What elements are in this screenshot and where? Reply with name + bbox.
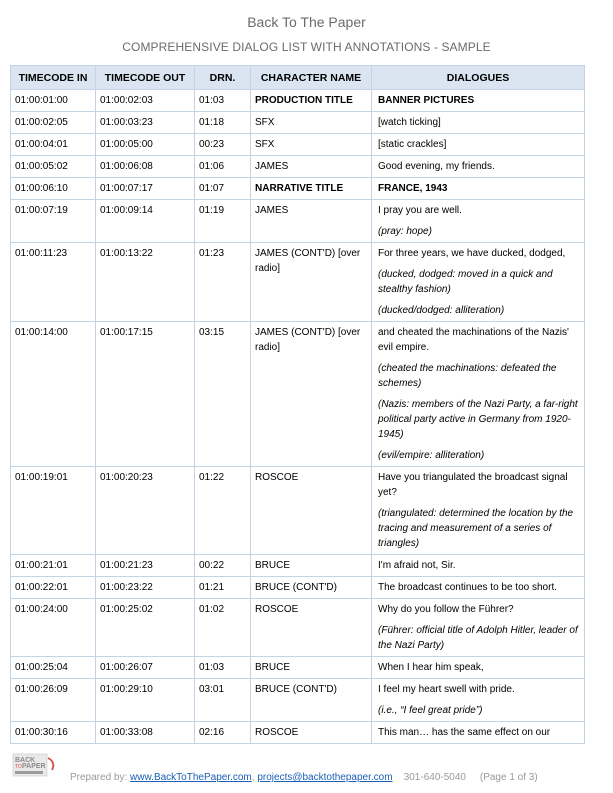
table-row: [11, 657, 585, 679]
table-row: [11, 467, 585, 555]
duration: 01:18: [195, 112, 251, 134]
table-row: [11, 679, 585, 722]
timecode-out: 01:00:09:14: [96, 200, 195, 243]
table-row: [11, 243, 585, 322]
character-name: NARRATIVE TITLE: [251, 178, 372, 200]
duration: 01:03: [195, 90, 251, 112]
table-row: [11, 178, 585, 200]
duration: 00:23: [195, 134, 251, 156]
dialogue: Good evening, my friends.: [372, 156, 585, 178]
table-row: [11, 156, 585, 178]
document-subtitle: COMPREHENSIVE DIALOG LIST WITH ANNOTATIONS - SAMPLE: [122, 40, 491, 54]
timecode-out: 01:00:33:08: [96, 722, 195, 744]
annotation: (Nazis: members of the Nazi Party, a far-right political party active in Germany from 1920-1945): [378, 399, 578, 440]
timecode-out: 01:00:13:22: [96, 243, 195, 322]
annotation: (ducked, dodged: moved in a quick and stealthy fashion): [378, 269, 553, 295]
character-name: SFX: [251, 112, 372, 134]
dialogue: I'm afraid not, Sir.: [372, 555, 585, 577]
duration: 01:06: [195, 156, 251, 178]
timecode-in: 01:00:25:04: [11, 657, 96, 679]
col-header-timecode-out: TIMECODE OUT: [96, 66, 195, 90]
col-header-character-name: CHARACTER NAME: [251, 66, 372, 90]
character-name: JAMES: [251, 200, 372, 243]
phone-number: 301-640-5040: [403, 772, 466, 783]
dialogue: When I hear him speak,: [372, 657, 585, 679]
timecode-in: 01:00:14:00: [11, 322, 96, 467]
duration: 01:19: [195, 200, 251, 243]
timecode-in: 01:00:26:09: [11, 679, 96, 722]
character-name: ROSCOE: [251, 599, 372, 657]
character-name: BRUCE: [251, 555, 372, 577]
table-row: [11, 322, 585, 467]
footer: [70, 772, 538, 783]
table-row: [11, 200, 585, 243]
character-name: PRODUCTION TITLE: [251, 90, 372, 112]
table-header-row: [11, 66, 585, 90]
page-indicator: (Page 1 of 3): [479, 772, 538, 783]
character-name: BRUCE: [251, 657, 372, 679]
character-name: JAMES (CONT'D) [over radio]: [251, 322, 372, 467]
duration: 01:23: [195, 243, 251, 322]
duration: 02:16: [195, 722, 251, 744]
website-link[interactable]: www.BackToThePaper.com: [130, 772, 252, 783]
logo-text-mid: TO: [15, 764, 22, 770]
dialogue: The broadcast continues to be too short.: [372, 577, 585, 599]
duration: 01:21: [195, 577, 251, 599]
table-row: [11, 134, 585, 156]
logo-text-top: BACK: [15, 757, 36, 764]
dialogue: I pray you are well.: [378, 205, 462, 216]
dialogue: Why do you follow the Führer?: [378, 604, 514, 615]
timecode-out: 01:00:23:22: [96, 577, 195, 599]
timecode-in: 01:00:21:01: [11, 555, 96, 577]
dialogue-cell: [372, 599, 585, 657]
timecode-in: 01:00:02:05: [11, 112, 96, 134]
dialog-table: [10, 65, 585, 744]
timecode-in: 01:00:11:23: [11, 243, 96, 322]
dialogue: This man… has the same effect on our: [372, 722, 585, 744]
table-row: [11, 90, 585, 112]
annotation: (ducked/dodged: alliteration): [378, 305, 505, 316]
timecode-in: 01:00:06:10: [11, 178, 96, 200]
footer-separator: ,: [251, 772, 255, 783]
character-name: JAMES (CONT'D) [over radio]: [251, 243, 372, 322]
dialogue-cell: [372, 467, 585, 555]
duration: 01:22: [195, 467, 251, 555]
dialogue-cell: [372, 679, 585, 722]
timecode-out: 01:00:02:03: [96, 90, 195, 112]
dialogue-cell: [372, 200, 585, 243]
timecode-out: 01:00:25:02: [96, 599, 195, 657]
annotation: (i.e., “I feel great pride”): [378, 705, 483, 716]
email-link[interactable]: projects@backtothepaper.com: [257, 772, 393, 783]
annotation: (cheated the machinations: defeated the schemes): [378, 363, 557, 389]
character-name: JAMES: [251, 156, 372, 178]
timecode-out: 01:00:03:23: [96, 112, 195, 134]
character-name: BRUCE (CONT'D): [251, 577, 372, 599]
duration: 00:22: [195, 555, 251, 577]
character-name: ROSCOE: [251, 467, 372, 555]
table-row: [11, 599, 585, 657]
character-name: SFX: [251, 134, 372, 156]
table-row: [11, 112, 585, 134]
dialogue: Have you triangulated the broadcast signal yet?: [378, 472, 568, 498]
document-title: Back To The Paper: [247, 14, 366, 30]
dialogue-cell: [372, 322, 585, 467]
timecode-out: 01:00:21:23: [96, 555, 195, 577]
timecode-out: 01:00:20:23: [96, 467, 195, 555]
timecode-out: 01:00:05:00: [96, 134, 195, 156]
duration: 01:07: [195, 178, 251, 200]
col-header-duration: DRN.: [195, 66, 251, 90]
duration: 01:03: [195, 657, 251, 679]
dialogue: and cheated the machinations of the Nazis' evil empire.: [378, 327, 569, 353]
character-name: ROSCOE: [251, 722, 372, 744]
annotation: (pray: hope): [378, 226, 432, 237]
dialogue: FRANCE, 1943: [372, 178, 585, 200]
dialogue: [watch ticking]: [372, 112, 585, 134]
dialogue: I feel my heart swell with pride.: [378, 684, 515, 695]
logo-text-bottom: PAPER: [22, 763, 46, 770]
annotation: (triangulated: determined the location by the tracing and measurement of a series of triangles): [378, 508, 574, 549]
timecode-out: 01:00:07:17: [96, 178, 195, 200]
annotation: (Führer: official title of Adolph Hitler, leader of the Nazi Party): [378, 625, 578, 651]
timecode-in: 01:00:22:01: [11, 577, 96, 599]
character-name: BRUCE (CONT'D): [251, 679, 372, 722]
timecode-in: 01:00:07:19: [11, 200, 96, 243]
dialogue: BANNER PICTURES: [372, 90, 585, 112]
duration: 03:01: [195, 679, 251, 722]
prepared-label: Prepared by:: [70, 772, 128, 783]
dialogue-cell: [372, 243, 585, 322]
table-row: [11, 555, 585, 577]
col-header-timecode-in: TIMECODE IN: [11, 66, 96, 90]
table-row: [11, 577, 585, 599]
timecode-in: 01:00:30:16: [11, 722, 96, 744]
timecode-in: 01:00:19:01: [11, 467, 96, 555]
duration: 03:15: [195, 322, 251, 467]
dialogue: [static crackles]: [372, 134, 585, 156]
col-header-dialogues: DIALOGUES: [372, 66, 585, 90]
annotation: (evil/empire: alliteration): [378, 450, 485, 461]
timecode-in: 01:00:24:00: [11, 599, 96, 657]
table-body: [11, 90, 585, 744]
timecode-out: 01:00:26:07: [96, 657, 195, 679]
table-row: [11, 722, 585, 744]
duration: 01:02: [195, 599, 251, 657]
timecode-out: 01:00:17:15: [96, 322, 195, 467]
timecode-in: 01:00:05:02: [11, 156, 96, 178]
timecode-out: 01:00:06:08: [96, 156, 195, 178]
dialogue: For three years, we have ducked, dodged,: [378, 248, 566, 259]
back-to-the-paper-logo: [12, 752, 60, 782]
timecode-in: 01:00:01:00: [11, 90, 96, 112]
timecode-out: 01:00:29:10: [96, 679, 195, 722]
timecode-in: 01:00:04:01: [11, 134, 96, 156]
